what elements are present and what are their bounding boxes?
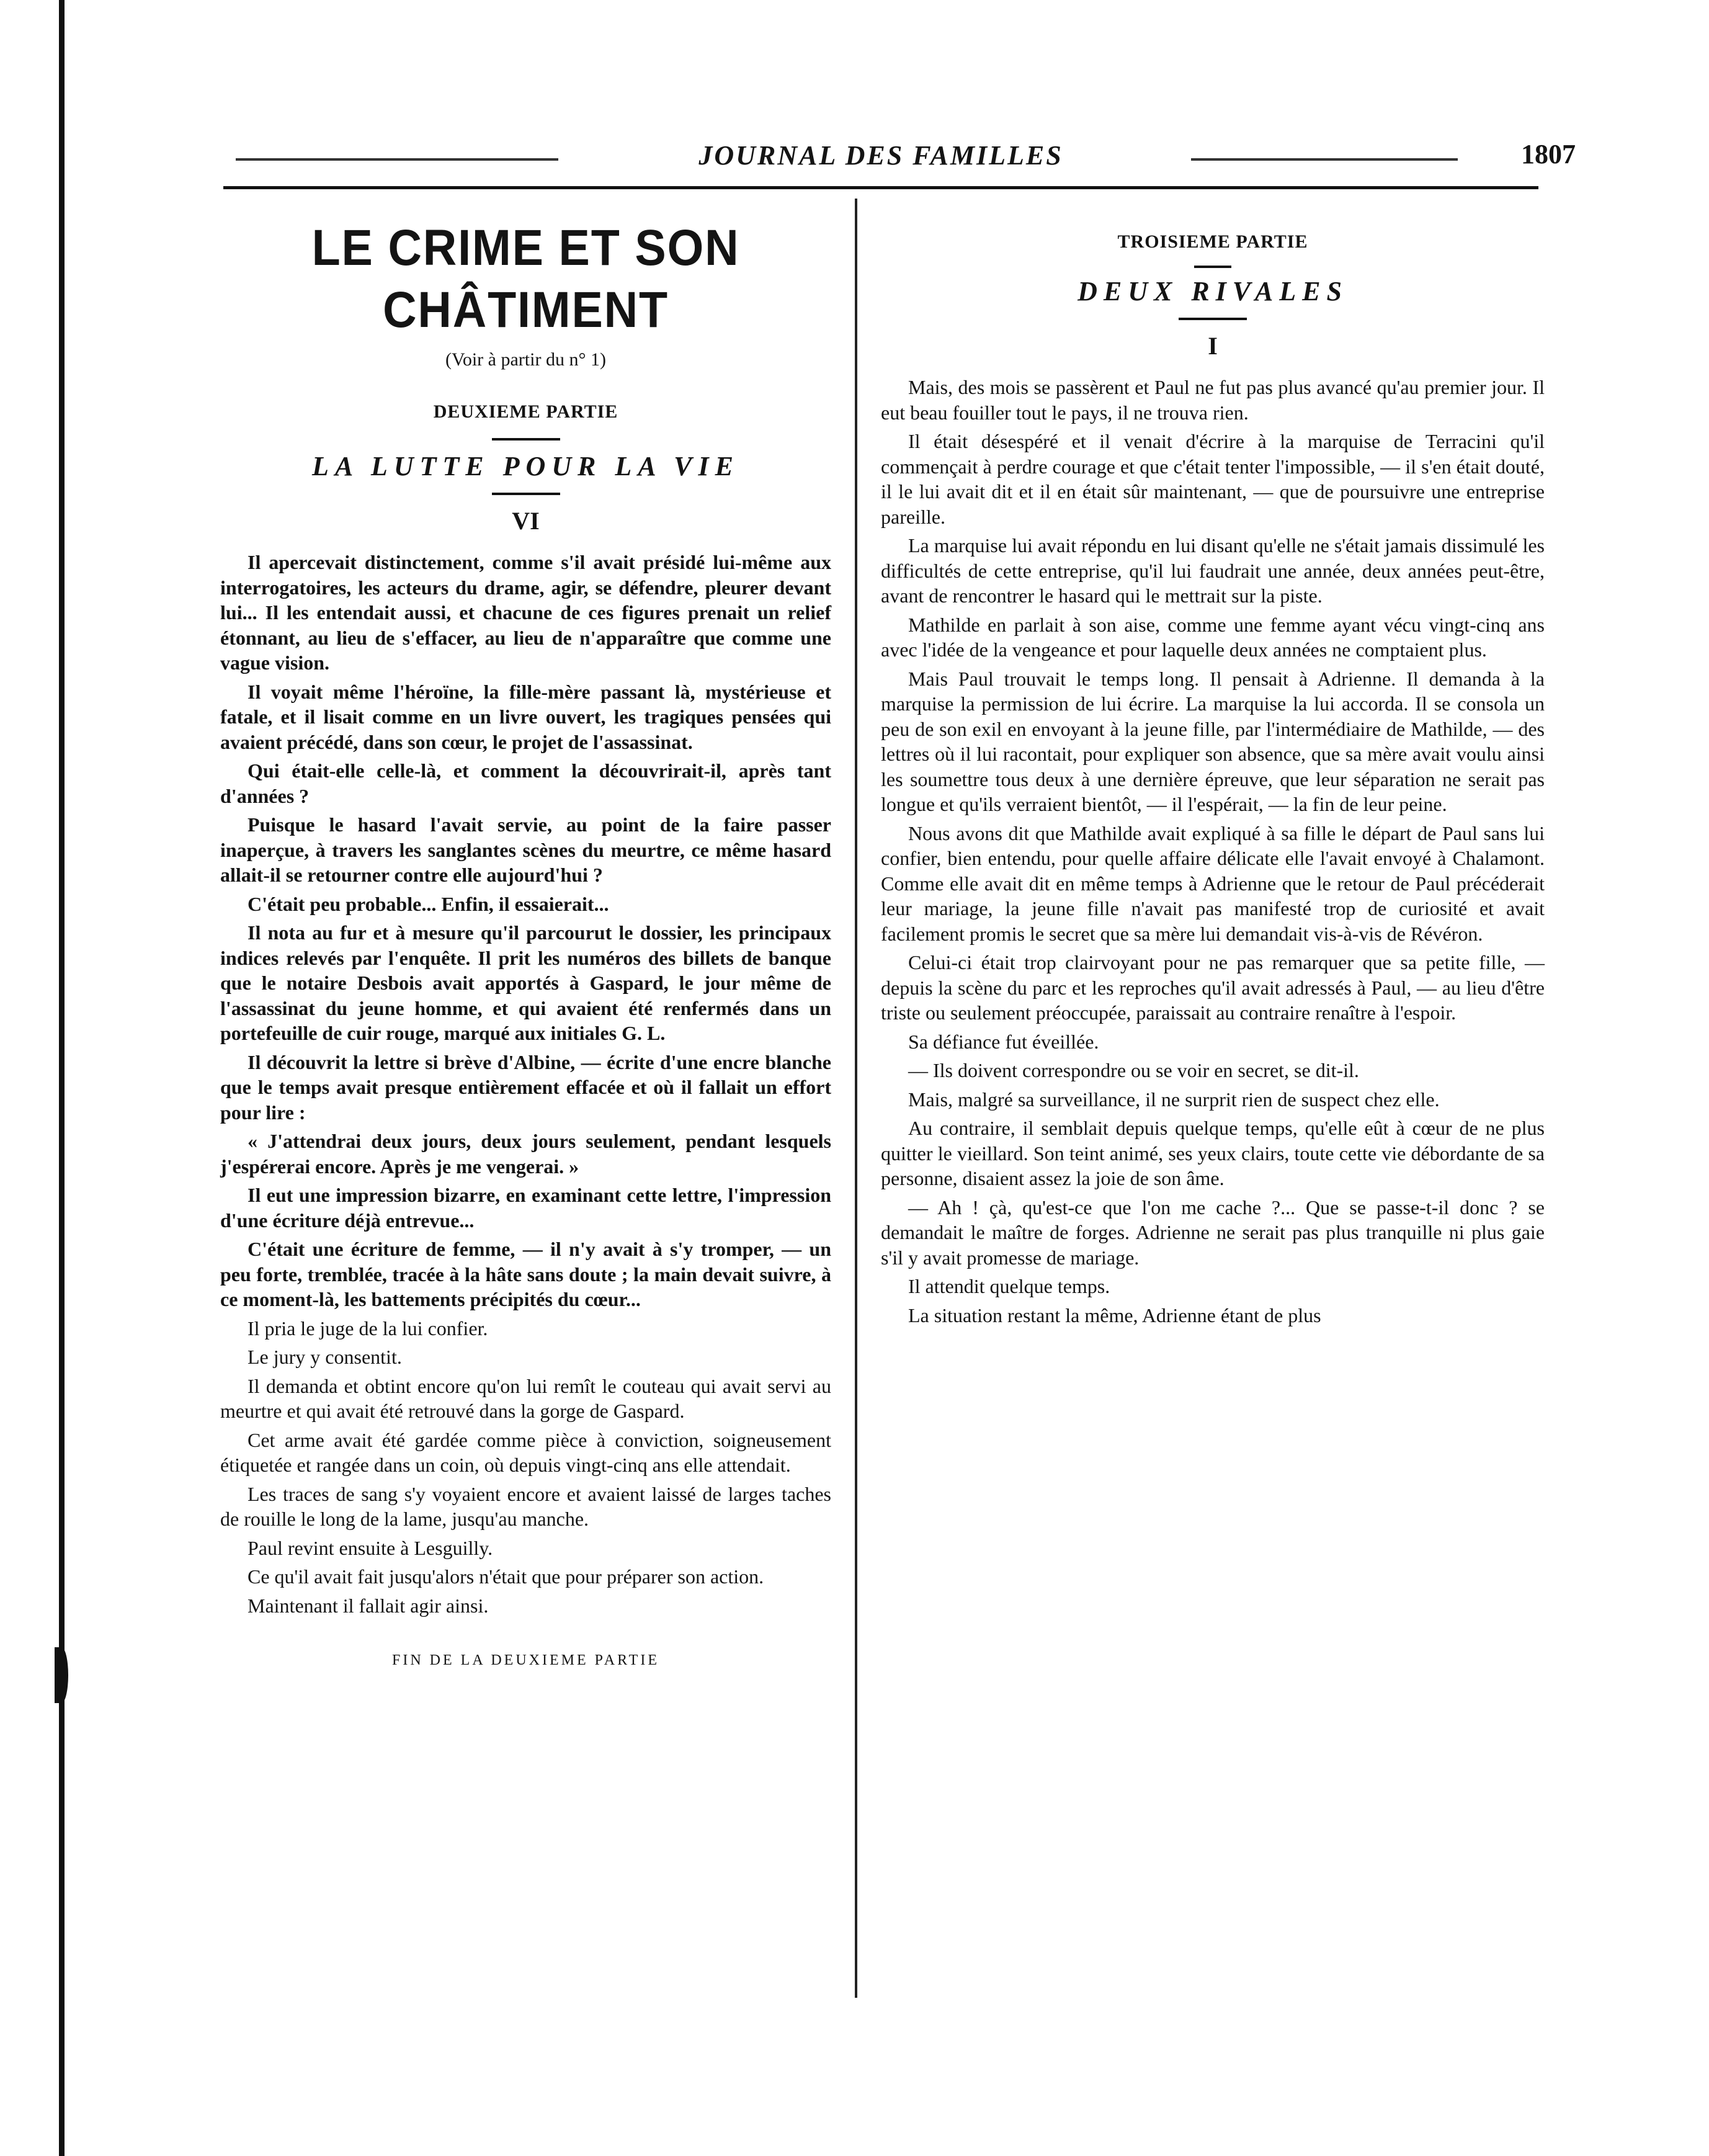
left-column: [220, 205, 831, 2023]
part-heading: TROISIEME PARTIE: [1117, 231, 1308, 252]
page-number: 1807: [1521, 139, 1576, 169]
header-rule: [223, 186, 1538, 189]
heading-rule: [1194, 266, 1231, 268]
dialogue-line: — Ils doivent correspondre ou se voir en secret, se dit-il.: [908, 1059, 1359, 1081]
dialogue-line: — Ah ! çà, qu'est-ce que l'on me cache ?... Que se passe-t-il donc ? se demandait le maître de forges. Adrienne ne serait pas plus tranquille ni plus gaie s'il y avait promesse de mariage.: [881, 1196, 1545, 1269]
page-edge-notch: [55, 1647, 68, 1703]
column-divider: [855, 199, 857, 1998]
paragraph: Il pria le juge de la lui confier.: [248, 1317, 488, 1340]
page-edge-bar: [59, 0, 65, 2156]
running-head: JOURNAL DES FAMILLES: [698, 140, 1063, 171]
paragraph: Il apercevait distinctement, comme s'il avait présidé lui-même aux interrogatoires, les acteurs du drame, agir, se défendre, pleurer devant lui... Il les entendait aussi, et chacune de ces figures prenait un relief étonnant, au lieu de s'effacer, au lieu de n'apparaître que comme une vague vision.: [220, 551, 831, 674]
paragraph: Paul revint ensuite à Lesguilly.: [248, 1536, 493, 1559]
quoted-letter: « J'attendrai deux jours, deux jours seulement, pendant lesquels j'espérerai encore. Après je me vengerai. »: [220, 1130, 831, 1178]
page-header: [223, 133, 1576, 189]
paragraph: Il demanda et obtint encore qu'on lui remît le couteau qui avait servi au meurtre et qui avait été retrouvé dans la gorge de Gaspard.: [220, 1374, 831, 1422]
paragraph: Mais Paul trouvait le temps long. Il pensait à Adrienne. Il demanda à la marquise la permission de lui écrire. La marquise la lui accorda. Il se consola un peu de son exil en envoyant à la jeune fille, par l'intermédiaire de Mathilde, — des lettres où il lui racontait, pour expliquer son absence, que sa mère avait voulu ainsi les soumettre tous deux à une dernière épreuve, que leur séparation ne serait pas longue et qu'ils verraient bientôt, — il l'espérait, — la fin de leur peine.: [881, 667, 1545, 815]
paragraph: Mathilde en parlait à son aise, comme une femme ayant vécu vingt-cinq ans avec l'idée de la vengeance et pour laquelle deux années ne comptaient plus.: [881, 613, 1545, 661]
paragraph: Celui-ci était trop clairvoyant pour ne pas remarquer que sa petite fille, — depuis la scène du parc et les reproches qu'il avait adressés à Paul, — au lieu d'être triste ou seulement préoccupée, paraissait au contraire renaître à l'espoir.: [881, 951, 1545, 1024]
paragraph: Il attendit quelque temps.: [908, 1275, 1110, 1297]
paragraph: Qui était-elle celle-là, et comment la découvrirait-il, après tant d'années ?: [220, 759, 831, 807]
paragraph: Il eut une impression bizarre, en examinant cette lettre, l'impression d'une écriture déjà entrevue...: [220, 1184, 831, 1232]
part-subtitle: LA LUTTE POUR LA VIE: [312, 451, 739, 481]
paragraph: Sa défiance fut éveillée.: [908, 1030, 1099, 1053]
paragraph: Ce qu'il avait fait jusqu'alors n'était que pour préparer son action.: [248, 1565, 764, 1588]
paragraph: La marquise lui avait répondu en lui disant qu'elle ne s'était jamais dissimulé les difficultés de cette entreprise, qu'il lui faudrait une année, deux années peut-être, avant de rencontrer le hasard qui le mettrait sur la piste.: [881, 534, 1545, 607]
heading-rule: [492, 438, 560, 441]
paragraph: Nous avons dit que Mathilde avait expliqué à sa fille le départ de Paul sans lui confier, bien entendu, pour quelle affaire délicate elle l'avait envoyé à Chalamont. Comme elle avait dit en même temps à Adrienne que le retour de Paul précéderait leur mariage, la jeune fille n'avait pas manifesté trop de curiosité et avait facilement promis le secret que sa mère lui demandait vis-à-vis de Révéron.: [881, 821, 1545, 945]
paragraph: Mais, des mois se passèrent et Paul ne fut pas plus avancé qu'au premier jour. Il eut beau fouiller tout le pays, il ne trouva rien.: [881, 376, 1545, 424]
paragraph: Le jury y consentit.: [248, 1346, 402, 1368]
paragraph: Mais, malgré sa surveillance, il ne surprit rien de suspect chez elle.: [908, 1088, 1440, 1111]
paragraph: La situation restant la même, Adrienne étant de plus: [908, 1304, 1321, 1326]
end-of-part-note: FIN DE LA DEUXIEME PARTIE: [392, 1652, 659, 1668]
part-heading: DEUXIEME PARTIE: [433, 401, 618, 422]
chapter-number: VI: [512, 507, 540, 535]
heading-rule: [492, 493, 560, 495]
paragraph: Au contraire, il semblait depuis quelque temps, qu'elle eût à cœur de ne plus quitter le vieillard. Son teint animé, ses yeux clairs, toute cette vie débordante de sa personne, disaient assez la joie de son âme.: [881, 1117, 1545, 1189]
paragraph: Cet arme avait été gardée comme pièce à conviction, soigneusement étiquetée et rangée dans un coin, où depuis vingt-cinq ans elle attendait.: [220, 1428, 831, 1476]
paragraph: Il nota au fur et à mesure qu'il parcourut le dossier, les principaux indices relevés par l'enquête. Il prit les numéros des billets de banque que le notaire Desbois avait apportés à Gaspard, le jour même de l'assassinat du jeune homme, et qui avaient été renfermés dans un portefeuille de cuir rouge, marqué aux initiales G. L.: [220, 921, 831, 1044]
paragraph: Puisque le hasard l'avait servie, au point de la faire passer inaperçue, à travers les sanglantes scènes du meurtre, ce même hasard allait-il se retourner contre elle aujourd'hui ?: [220, 813, 831, 886]
paragraph: Il découvrit la lettre si brève d'Albine, — écrite d'une encre blanche que le temps avait presque entièrement effacée et où il fallait un effort pour lire :: [220, 1050, 831, 1124]
paragraph: C'était une écriture de femme, — il n'y avait à s'y tromper, — un peu forte, tremblée, tracée à la hâte sans doute ; la main devait suivre, à ce moment-là, les battements précipités du cœur...: [220, 1238, 831, 1310]
heading-rule: [1179, 318, 1247, 320]
article-title: LE CRIME ET SON CHÂTIMENT: [311, 220, 740, 338]
part-subtitle: DEUX RIVALES: [1078, 276, 1348, 306]
chapter-number: I: [1208, 332, 1218, 360]
paragraph: C'était peu probable... Enfin, il essaierait...: [248, 892, 609, 915]
paragraph: Maintenant il fallait agir ainsi.: [248, 1594, 489, 1617]
paragraph: Il voyait même l'héroïne, la fille-mère passant là, mystérieuse et fatale, et il lisait comme en un livre ouvert, les tragiques pensées qui avaient précédé, dans son cœur, le projet de l'assassinat.: [220, 680, 831, 753]
paragraph: Les traces de sang s'y voyaient encore et avaient laissé de larges taches de rouille le long de la lame, jusqu'au manche.: [220, 1482, 831, 1530]
right-column: [881, 205, 1545, 2023]
see-reference: (Voir à partir du n° 1): [445, 349, 606, 370]
paragraph: Il était désespéré et il venait d'écrire à la marquise de Terracini qu'il commençait à perdre courage et que c'était tenter l'impossible, — il s'en était douté, il le lui avait dit et il en était sûr maintenant, — que de poursuivre une entreprise pareille.: [881, 430, 1545, 528]
